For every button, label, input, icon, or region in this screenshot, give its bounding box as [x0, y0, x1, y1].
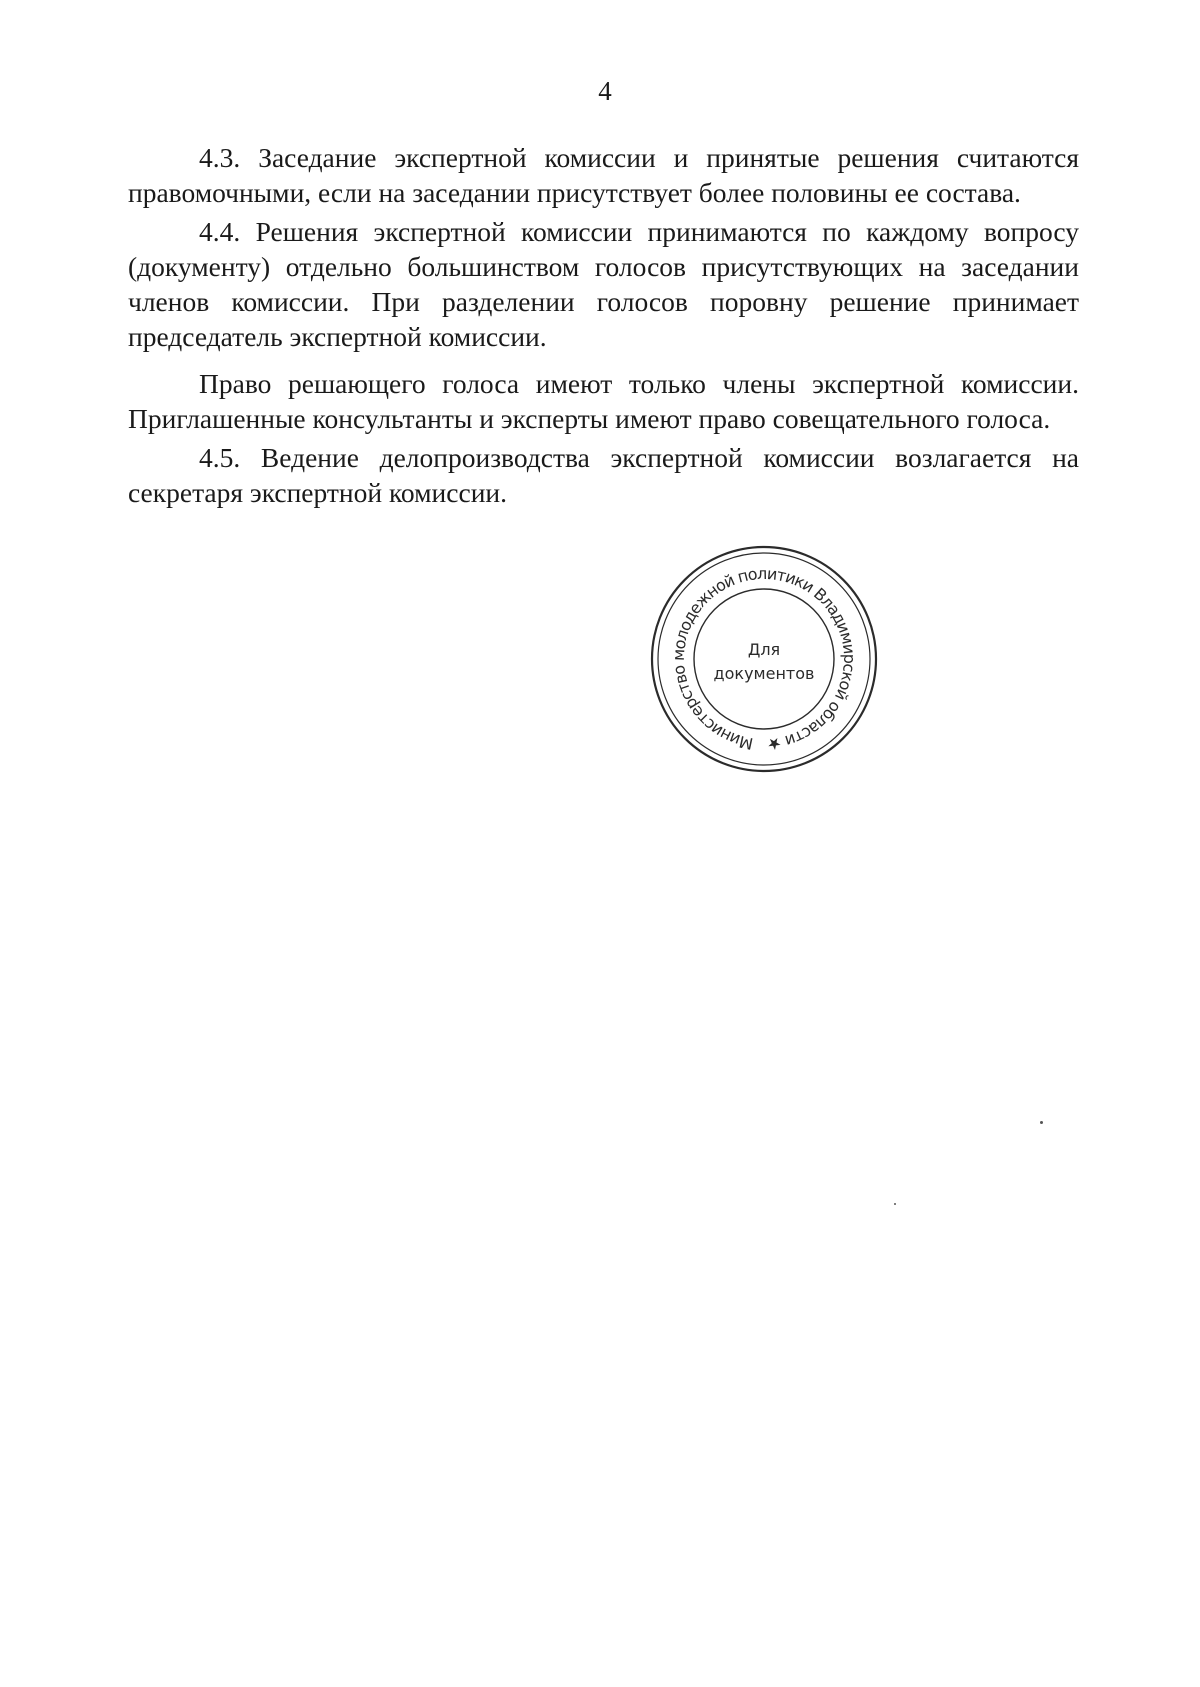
stamp-center-line-2: документов	[713, 664, 815, 683]
page-number: 4	[598, 76, 612, 106]
document-body	[128, 140, 1079, 510]
official-stamp	[648, 543, 880, 775]
stamp-center-line-1: Для	[747, 640, 781, 659]
stamp-ring-text: Министерство молодежной политики Владимирской области ★	[668, 563, 860, 755]
scan-speck	[1040, 1121, 1043, 1124]
paragraph-4-3: 4.3. Заседание экспертной комиссии и принятые решения считаются правомочными, если на заседании присутствует более половины ее состава.	[128, 142, 1079, 208]
paragraph-voting-rights: Право решающего голоса имеют только члены экспертной комиссии. Приглашенные консультанты и эксперты имеют право совещательного голоса.	[128, 368, 1079, 434]
scan-speck	[894, 1203, 896, 1205]
paragraph-4-5: 4.5. Ведение делопроизводства экспертной комиссии возлагается на секретаря экспертной комиссии.	[128, 442, 1079, 508]
paragraph-4-4: 4.4. Решения экспертной комиссии принимаются по каждому вопросу (документу) отдельно большинством голосов присутствующих на заседании членов комиссии. При разделении голосов поровну решение принимает председатель экспертной комиссии.	[128, 216, 1079, 352]
